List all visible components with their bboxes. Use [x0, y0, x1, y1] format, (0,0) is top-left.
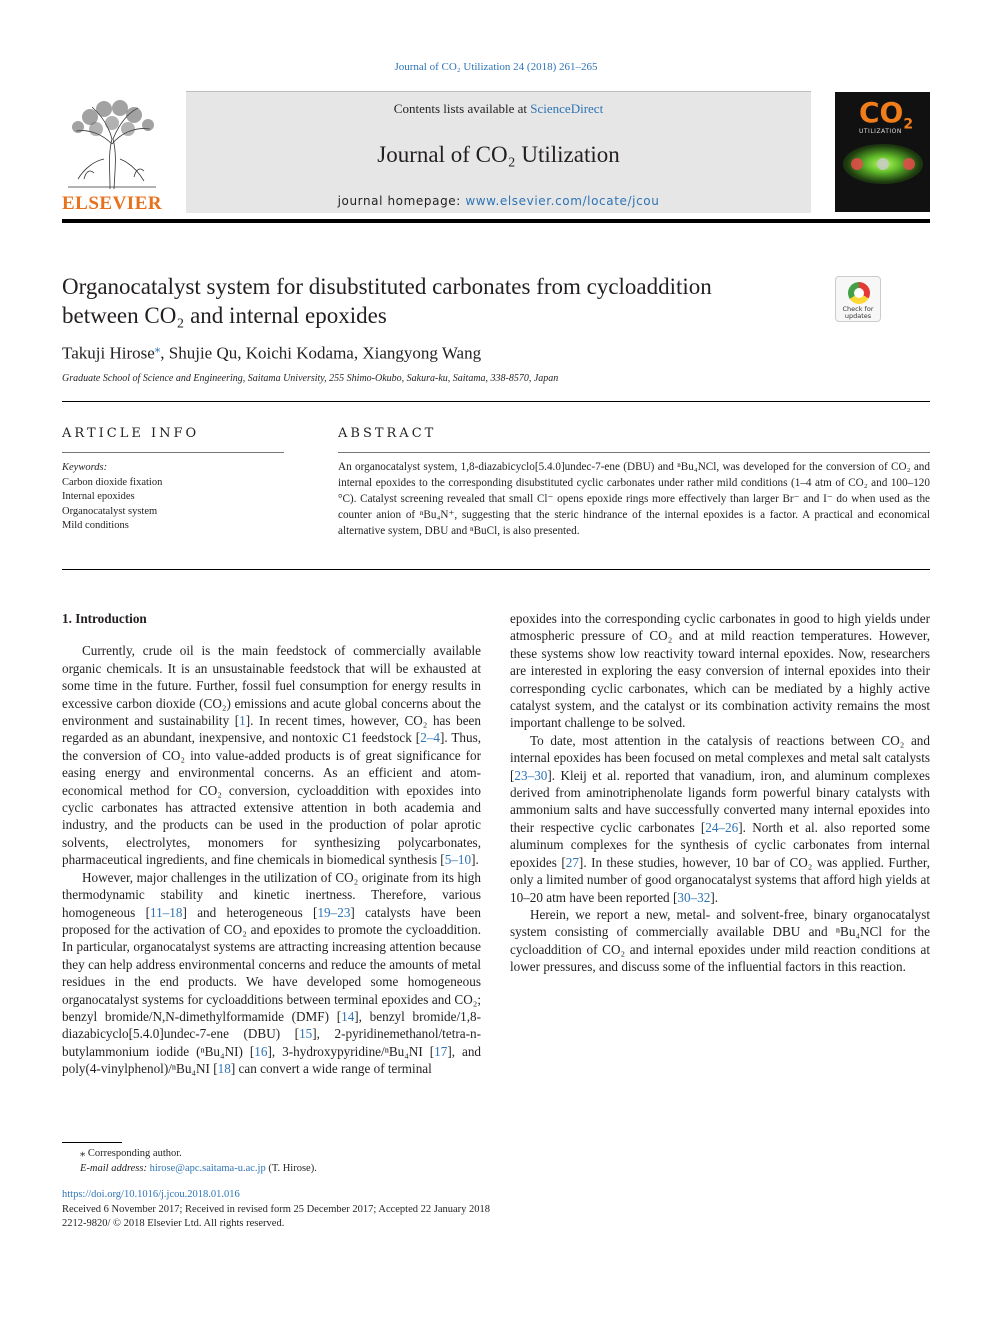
abstract-divider	[62, 569, 930, 570]
section-heading-introduction: 1. Introduction	[62, 611, 147, 626]
crossmark-label: Check for updates	[842, 305, 874, 320]
footnote-divider	[62, 1142, 122, 1143]
cover-molecule-icon	[849, 156, 917, 172]
reference-link[interactable]: 14	[341, 1008, 355, 1024]
abstract-text: An organocatalyst system, 1,8-diazabicyclo[5.4.0]undec-7-ene (DBU) and ⁿBu₄NCl, was developed for the conversion of CO₂ and internal epoxides to the corresponding disubstituted cyclic carbonates under rather mild conditions (1–4 atm of CO₂ and 100–120 °C). Catalyst screening revealed that small Cl⁻ opens epoxide rings more effectively than larger Br⁻ and I⁻ do when used as the counter anion of ⁿBu₄N⁺, suggesting that the steric hindrance of the internal epoxides is a factor. A practical and economical alternative system, DBU and ⁿBuCl, is also presented.	[338, 461, 930, 537]
keywords-block	[62, 461, 284, 534]
corresponding-author-mark[interactable]: ⁎	[154, 343, 161, 355]
journal-name: Journal of CO₂ Utilization	[377, 142, 620, 167]
publication-info	[62, 1188, 490, 1232]
footnotes	[80, 1146, 317, 1176]
corresponding-author-note: ⁎ Corresponding author.	[80, 1148, 182, 1159]
reference-link[interactable]: 2–4	[420, 730, 440, 746]
keyword-item: Organocatalyst system	[62, 505, 158, 517]
intro-paragraph-2-continued: epoxides into the corresponding cyclic carbonates in good to high yields under atmospheric pressure of CO₂ and at mild reaction temperatures. However, these systems show low reactivity toward internal epoxides. Now, researchers are interested in exploring the easy conversion of internal epoxides into their corresponding cyclic carbonates, which can be mediated by a highly active catalyst system, and the catalyst or its combination activity remains the most important challenge to be solved.	[510, 611, 930, 731]
reference-link[interactable]: 18	[217, 1061, 231, 1077]
elsevier-tree-icon	[64, 99, 160, 191]
reference-link[interactable]: 27	[565, 854, 579, 870]
keywords-label: Keywords:	[62, 462, 108, 473]
reference-link[interactable]: 23–30	[514, 767, 548, 783]
publisher-name: ELSEVIER	[62, 193, 163, 214]
elsevier-logo[interactable]	[62, 91, 162, 213]
affiliation-divider	[62, 401, 930, 402]
reference-link[interactable]: 11–18	[149, 904, 183, 920]
check-for-updates-badge[interactable]	[835, 276, 881, 322]
copyright-line: 2212-9820/ © 2018 Elsevier Ltd. All rights reserved.	[62, 1218, 285, 1229]
crossmark-icon	[848, 282, 870, 304]
contents-availability	[186, 101, 811, 117]
sciencedirect-link[interactable]: ScienceDirect	[530, 101, 604, 116]
author-others: , Shujie Qu, Koichi Kodama, Xiangyong Wang	[160, 343, 482, 363]
homepage-prefix: journal homepage:	[337, 194, 466, 208]
keyword-item: Mild conditions	[62, 520, 129, 531]
doi-link[interactable]: https://doi.org/10.1016/j.jcou.2018.01.016	[62, 1189, 240, 1200]
journal-header	[62, 91, 930, 221]
journal-cover[interactable]	[835, 92, 930, 212]
abstract-rule	[338, 452, 930, 453]
reference-link[interactable]: 30–32	[677, 889, 711, 905]
article-dates: Received 6 November 2017; Received in revised form 25 December 2017; Accepted 22 January 2018	[62, 1203, 491, 1215]
email-link[interactable]: hirose@apc.saitama-u.ac.jp	[149, 1163, 266, 1174]
keyword-item: Carbon dioxide fixation	[62, 476, 163, 488]
author-affiliation: Graduate School of Science and Engineering, Saitama University, 255 Shimo-Okubo, Sakura-ku, Saitama, 338-8570, Japan	[62, 373, 559, 384]
cover-subtitle: UTILIZATION	[859, 128, 902, 135]
keyword-item: Internal epoxides	[62, 491, 135, 502]
journal-citation[interactable]: Journal of CO₂ Utilization 24 (2018) 261–265	[394, 61, 598, 73]
article-title: Organocatalyst system for disubstituted carbonates from cycloaddition between CO₂ and internal epoxides	[62, 274, 712, 328]
reference-link[interactable]: 16	[254, 1043, 268, 1059]
intro-paragraph-3: To date, most attention in the catalysis of reactions between CO₂ and internal epoxides has been focused on metal complexes and metal salt catalysts [23–30]. Kleij et al. reported that vanadium, iron, and aluminum complexes derived from aminotriphenolate ligands form powerful binary catalysts with ammonium salts and have successfully converted many internal epoxides into their respective cyclic carbonates [24–26]. North et al. also reported some aluminum complexes for the synthesis of cyclic carbonates from internal epoxides [27]. In these studies, however, 10 bar of CO₂ was applied. Further, only a limited number of good organocatalyst systems that afford high yields at 10–20 atm have been reported [30–32].	[510, 732, 930, 905]
intro-paragraph-4: Herein, we report a new, metal- and solvent-free, binary organocatalyst system consisting of commercially available DBU and ⁿBu₄NCl for the cycloaddition of CO₂ and internal epoxides under mild reaction conditions at lower pressures, and discuss some of the influential factors in this reaction.	[510, 906, 930, 975]
abstract-heading: ABSTRACT	[338, 426, 437, 441]
email-note: E-mail address: hirose@apc.saitama-u.ac.jp (T. Hirose).	[80, 1163, 317, 1174]
journal-homepage	[186, 194, 811, 208]
article-info-rule	[62, 452, 284, 453]
author-list	[62, 342, 481, 364]
header-divider	[62, 219, 930, 223]
contents-prefix: Contents lists available at	[393, 101, 531, 116]
body-column-left	[62, 610, 481, 1078]
intro-paragraph-2: However, major challenges in the utilization of CO₂ originate from its high thermodynamic stability and kinetic inertness. Therefore, various homogeneous [11–18] and heterogeneous [19–23] catalysts have been proposed for the activation of CO₂ and epoxides to promote the cycloaddition. In particular, organocatalyst systems are attracting increasing attention because they can help address environmental concerns and reduce the amounts of metal residues in the end products. We have developed some homogeneous organocatalyst systems for cycloadditions between terminal epoxides and CO₂; benzyl bromide/N,N-dimethylformamide (DMF) [14], benzyl bromide/1,8-diazabicyclo[5.4.0]undec-7-ene (DBU) [15], 2-pyridinemethanol/tetra-n-butylammonium iodide (ⁿBu₄NI) [16], 3-hydroxypyridine/ⁿBu₄NI [17], and poly(4-vinylphenol)/ⁿBu₄NI [18] can convert a wide range of terminal	[62, 869, 482, 1077]
author-first[interactable]: Takuji Hirose	[62, 343, 155, 363]
homepage-link[interactable]: www.elsevier.com/locate/jcou	[465, 194, 660, 208]
reference-link[interactable]: 17	[434, 1043, 448, 1059]
reference-link[interactable]: 15	[299, 1026, 313, 1042]
reference-link[interactable]: 1	[239, 713, 246, 729]
cover-title: $CO_2$	[859, 96, 914, 133]
body-column-right	[510, 610, 930, 976]
journal-banner	[186, 91, 811, 213]
intro-paragraph-1: Currently, crude oil is the main feedstock of commercially available organic chemicals. It is an unsustainable feedstock that will be exhausted at some time in the future. Further, fossil fuel consumption for energy results in excessive carbon dioxide (CO₂) emissions and acute global concerns about the environment and sustainability [1]. In recent times, however, CO₂ has been regarded as an abundant, inexpensive, and nontoxic C1 feedstock [2–4]. Thus, the conversion of CO₂ into value-added products is of great significance for easing energy and environmental concerns. As an efficient and atom-economical method for CO₂ conversion, cycloaddition with epoxides into cyclic carbonates has attracted extensive attention in both academia and industry, and the products can be used in the production of polar aprotic solvents, electrolytes, monomers for synthesizing polycarbonates, pharmaceutical ingredients, and fine chemicals in biomedical synthesis [5–10].	[62, 643, 482, 868]
reference-link[interactable]: 5–10	[444, 852, 472, 868]
article-info-heading: ARTICLE INFO	[62, 426, 200, 441]
reference-link[interactable]: 19–23	[317, 904, 351, 920]
reference-link[interactable]: 24–26	[705, 819, 739, 835]
